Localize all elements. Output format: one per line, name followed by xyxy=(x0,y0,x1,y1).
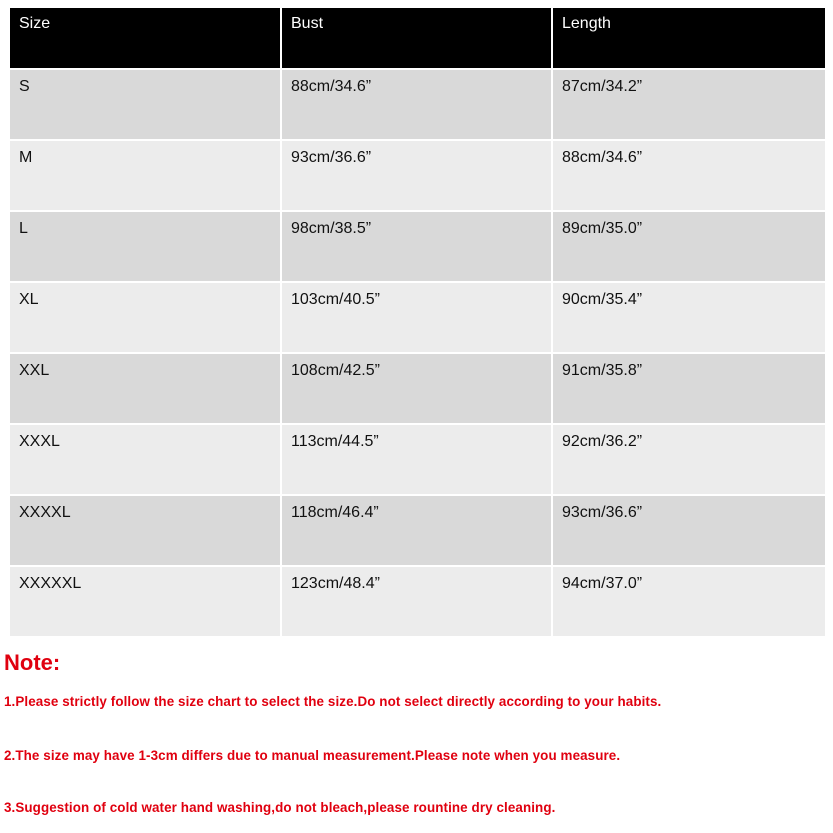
bust-cell: 123cm/48.4” xyxy=(281,566,552,637)
table-row xyxy=(9,140,826,211)
bust-cell: 98cm/38.5” xyxy=(281,211,552,282)
length-cell: 93cm/36.6” xyxy=(552,495,826,566)
note-section xyxy=(4,649,830,817)
table-row xyxy=(9,495,826,566)
note-line-2: 2.The size may have 1-3cm differs due to manual measurement.Please note when you measure. xyxy=(4,748,621,763)
size-chart-table xyxy=(8,6,827,638)
table-row xyxy=(9,211,826,282)
size-cell: XXXXL xyxy=(9,495,281,566)
bust-cell: 118cm/46.4” xyxy=(281,495,552,566)
length-cell: 87cm/34.2” xyxy=(552,69,826,140)
size-cell: M xyxy=(9,140,281,211)
size-cell: XXXL xyxy=(9,424,281,495)
length-cell: 88cm/34.6” xyxy=(552,140,826,211)
size-chart-header xyxy=(9,7,826,69)
note-line-1: 1.Please strictly follow the size chart to select the size.Do not select directly according to your habits. xyxy=(4,694,662,709)
table-row xyxy=(9,566,826,637)
table-row xyxy=(9,282,826,353)
length-cell: 92cm/36.2” xyxy=(552,424,826,495)
table-row xyxy=(9,424,826,495)
table-row xyxy=(9,69,826,140)
bust-cell: 103cm/40.5” xyxy=(281,282,552,353)
size-cell: XXXXXL xyxy=(9,566,281,637)
bust-cell: 108cm/42.5” xyxy=(281,353,552,424)
size-cell: XXL xyxy=(9,353,281,424)
length-cell: 89cm/35.0” xyxy=(552,211,826,282)
note-title: Note: xyxy=(4,650,61,675)
size-cell: XL xyxy=(9,282,281,353)
length-cell: 91cm/35.8” xyxy=(552,353,826,424)
size-cell: S xyxy=(9,69,281,140)
header-bust: Bust xyxy=(281,7,552,69)
size-cell: L xyxy=(9,211,281,282)
length-cell: 94cm/37.0” xyxy=(552,566,826,637)
size-chart-body xyxy=(9,69,826,637)
length-cell: 90cm/35.4” xyxy=(552,282,826,353)
header-size: Size xyxy=(9,7,281,69)
header-row xyxy=(9,7,826,69)
note-line-3: 3.Suggestion of cold water hand washing,do not bleach,please rountine dry cleaning. xyxy=(4,800,556,815)
bust-cell: 88cm/34.6” xyxy=(281,69,552,140)
table-row xyxy=(9,353,826,424)
bust-cell: 93cm/36.6” xyxy=(281,140,552,211)
header-length: Length xyxy=(552,7,826,69)
bust-cell: 113cm/44.5” xyxy=(281,424,552,495)
